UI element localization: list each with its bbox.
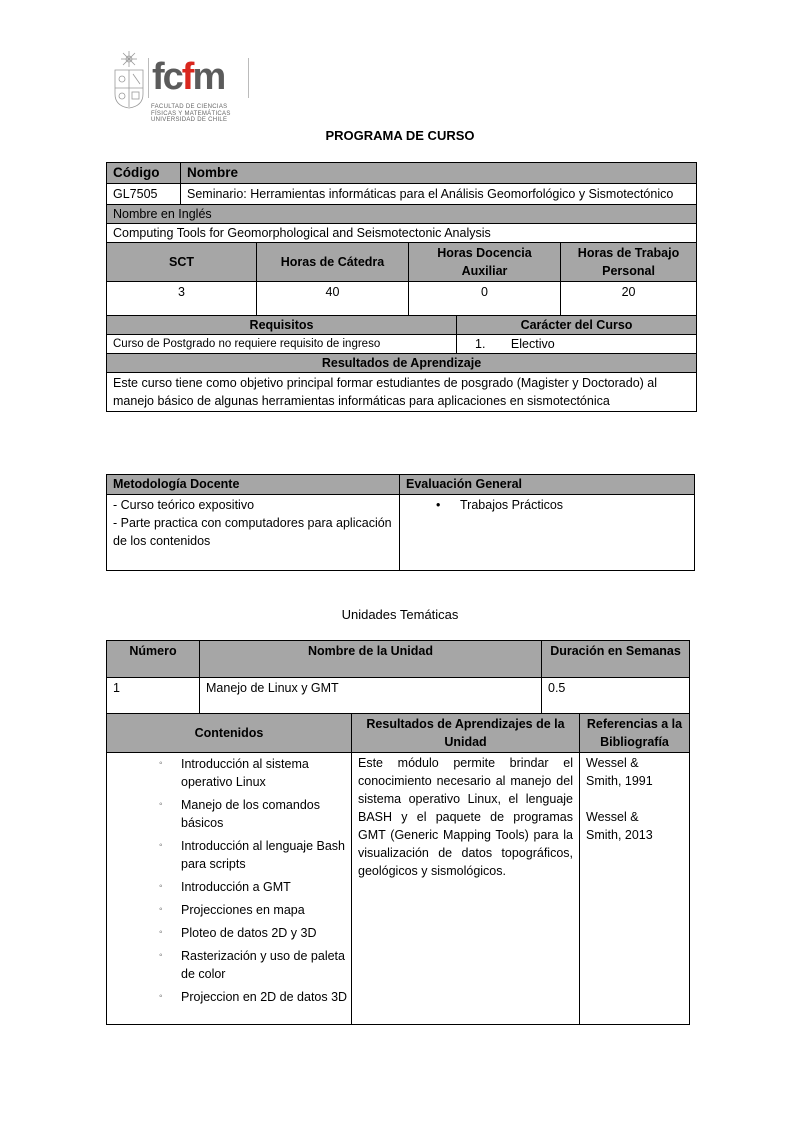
referencia-item: Wessel & Smith, 1991 xyxy=(586,756,653,788)
contenido-item: ◦ Projeccion en 2D de datos 3D xyxy=(107,988,351,1006)
evaluacion-item xyxy=(406,496,688,514)
resultados-text: Este curso tiene como objetivo principal formar estudiantes de posgrado (Magister y Doctorado) al manejo básico de algunas herramientas informáticas para aplicaciones en sismotectónica xyxy=(107,373,697,412)
resultados-label: Resultados de Aprendizaje xyxy=(107,354,697,373)
resultados-unidad-label: Resultados de Aprendizajes de la Unidad xyxy=(352,714,580,753)
contenido-item: ◦ Ploteo de datos 2D y 3D xyxy=(107,924,351,942)
metodologia-label: Metodología Docente xyxy=(107,475,400,495)
contenido-item: ◦ Projecciones en mapa xyxy=(107,901,351,919)
requisitos-value: Curso de Postgrado no requiere requisito de ingreso xyxy=(107,335,457,354)
catedra-label: Horas de Cátedra xyxy=(257,243,409,282)
catedra-value: 40 xyxy=(257,282,409,316)
trabajo-label: Horas de Trabajo Personal xyxy=(561,243,697,282)
metodologia-content xyxy=(107,495,400,571)
name-label: Nombre xyxy=(181,163,697,184)
course-name: Seminario: Herramientas informáticas para el Análisis Geomorfológico y Sismotectónico xyxy=(181,184,697,205)
unidades-table xyxy=(106,640,690,1025)
contenido-item: ◦ Introducción a GMT xyxy=(107,878,351,896)
logo-subtitle-line: UNIVERSIDAD DE CHILE xyxy=(151,117,228,123)
logo-divider xyxy=(248,58,249,98)
contenidos-list xyxy=(107,753,351,1006)
docencia-value: 0 xyxy=(409,282,561,316)
metodologia-table xyxy=(106,474,695,571)
sct-value: 3 xyxy=(107,282,257,316)
header-row xyxy=(107,163,697,184)
hours-values-row xyxy=(107,282,697,316)
document-title: PROGRAMA DE CURSO xyxy=(325,128,475,143)
evaluacion-content xyxy=(400,495,695,571)
caracter-value xyxy=(457,335,697,354)
duracion-label: Duración en Semanas xyxy=(542,641,690,678)
referencias-label: Referencias a la Bibliografía xyxy=(580,714,690,753)
resultados-unidad-text: Este módulo permite brindar el conocimiento necesario al manejo del sistema operativo Linux, el lenguaje BASH y el paquete de programas GMT (Generic Mapping Tools) para la visualización de datos topográficos, geológicos y sismológicos. xyxy=(352,753,580,1025)
trabajo-value: 20 xyxy=(561,282,697,316)
course-info-table xyxy=(106,162,697,412)
numero-label: Número xyxy=(107,641,200,678)
referencia-item: Wessel & Smith, 2013 xyxy=(586,810,653,842)
caracter-label: Carácter del Curso xyxy=(457,316,697,335)
contenidos-label: Contenidos xyxy=(107,714,352,753)
docencia-label: Horas Docencia Auxiliar xyxy=(409,243,561,282)
logo-subtitle-line: FÍSICAS Y MATEMÁTICAS xyxy=(151,110,231,117)
contenido-item: ◦ Introducción al lenguaje Bash para scripts xyxy=(107,837,351,873)
course-row xyxy=(107,184,697,205)
contenido-item: ◦ Introducción al sistema operativo Linux xyxy=(107,755,351,791)
university-crest-icon xyxy=(113,50,145,110)
fcfm-logo xyxy=(113,46,253,130)
logo-divider xyxy=(148,58,149,98)
code-label: Código xyxy=(107,163,181,184)
nombre-unidad-label: Nombre de la Unidad xyxy=(200,641,542,678)
metodologia-line: - Parte practica con computadores para aplicación de los contenidos xyxy=(113,516,392,548)
metodologia-line: - Curso teórico expositivo xyxy=(113,498,255,512)
contenido-item: ◦ Rasterización y uso de paleta de color xyxy=(107,947,351,983)
unidades-section-title: Unidades Temáticas xyxy=(341,607,459,622)
caracter-number: 1. xyxy=(475,337,486,351)
english-name-label: Nombre en Inglés xyxy=(107,205,697,224)
unidad-numero: 1 xyxy=(107,678,200,714)
logo-subtitle xyxy=(151,104,231,124)
referencias-cell xyxy=(580,753,690,1025)
evaluacion-item-text: Trabajos Prácticos xyxy=(460,498,564,512)
contenidos-cell xyxy=(107,753,352,1025)
logo-wordmark: fcfm xyxy=(152,56,225,98)
evaluacion-label: Evaluación General xyxy=(400,475,695,495)
course-code: GL7505 xyxy=(107,184,181,205)
unidad-nombre: Manejo de Linux y GMT xyxy=(200,678,542,714)
sct-label: SCT xyxy=(107,243,257,282)
contenido-item: ◦ Manejo de los comandos básicos xyxy=(107,796,351,832)
hours-header-row xyxy=(107,243,697,282)
logo-subtitle-line: FACULTAD DE CIENCIAS xyxy=(151,104,228,110)
english-name: Computing Tools for Geomorphological and Seismotectonic Analysis xyxy=(107,224,697,243)
unidad-duracion: 0.5 xyxy=(542,678,690,714)
requisitos-label: Requisitos xyxy=(107,316,457,335)
caracter-text: Electivo xyxy=(510,337,555,351)
